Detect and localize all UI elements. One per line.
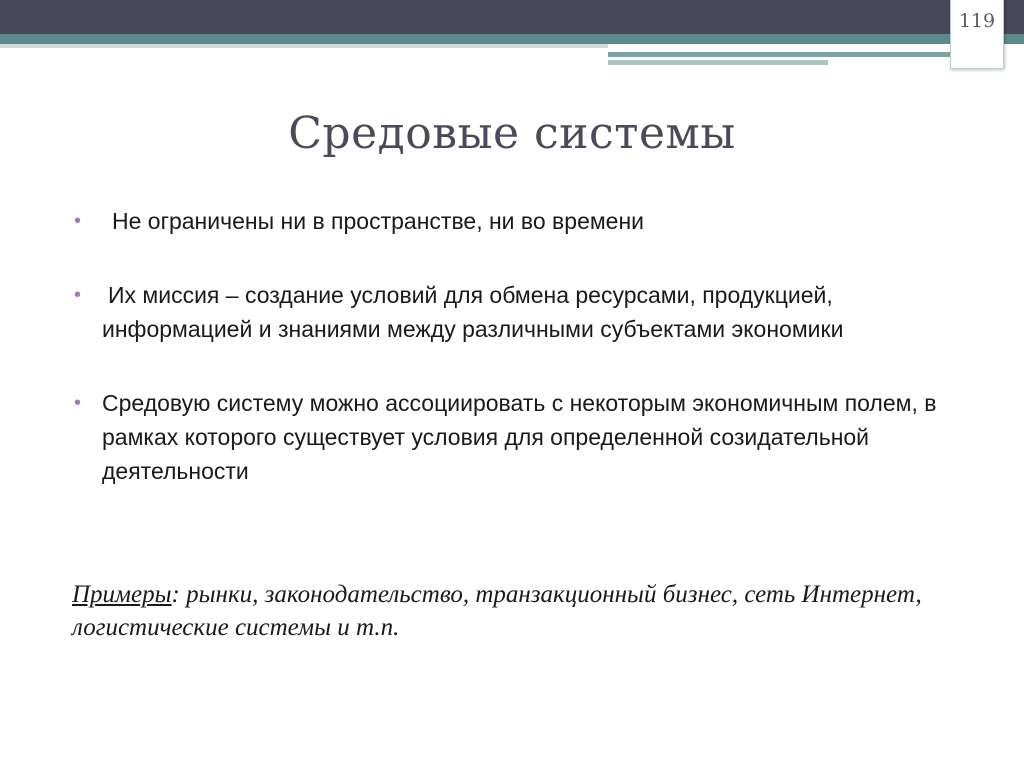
bullet-item <box>72 278 972 346</box>
bullet-dot-icon: • <box>74 284 82 306</box>
bullet-text: Не ограничены ни в пространстве, ни во времени <box>112 208 645 234</box>
header-light-band <box>0 44 608 48</box>
page-number: 119 <box>958 10 996 32</box>
bullet-item <box>72 204 972 238</box>
slide-title: Средовые системы <box>288 108 736 159</box>
bullet-list <box>72 204 972 488</box>
bullet-text: Средовую систему можно ассоциировать с некоторым экономичным полем, в рамках которого существует условия для определенной созидательной деятельности <box>102 390 937 484</box>
header-dark-band <box>0 0 1024 34</box>
header-teal-band <box>0 34 1024 44</box>
decor-strip-upper <box>608 52 950 57</box>
bullet-dot-icon: • <box>74 392 82 414</box>
bullet-dot-icon: • <box>74 210 82 232</box>
decor-strip-lower <box>608 60 828 65</box>
examples-separator: : <box>171 581 180 608</box>
examples-text: рынки, законодательство, транзакционный бизнес, сеть Интернет, логистические системы и т.п. <box>72 581 922 641</box>
bullet-item <box>72 386 972 488</box>
examples-paragraph <box>72 578 972 644</box>
examples-label: Примеры <box>72 581 172 608</box>
bullet-text: Их миссия – создание условий для обмена ресурсами, продукцией, информацией и знаниями между различными субъектами экономики <box>102 282 844 342</box>
